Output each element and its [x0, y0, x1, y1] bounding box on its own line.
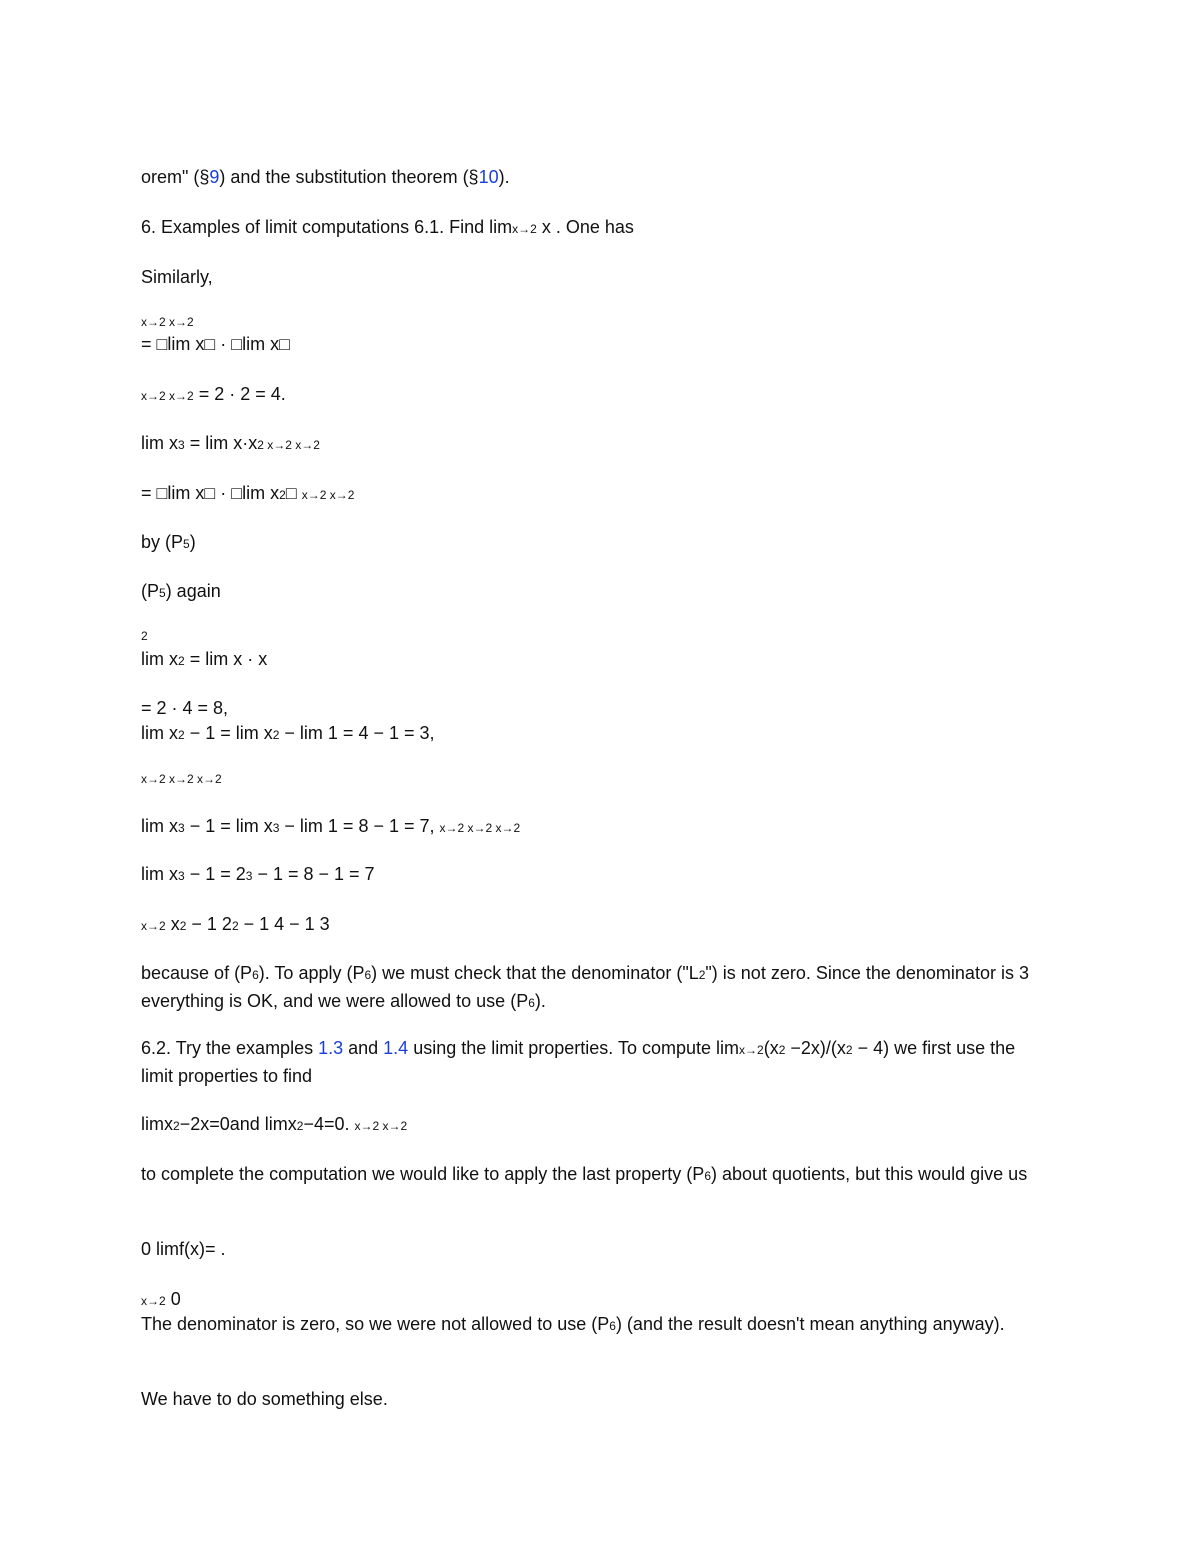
subscript-line	[141, 771, 222, 787]
text-span: lim x	[141, 864, 178, 884]
paragraph-examples	[141, 1035, 1046, 1089]
equation-line	[141, 331, 290, 357]
text-span: ) and the substitution theorem (§	[219, 167, 479, 187]
subscript: 2	[178, 728, 185, 742]
text-span: −2x=0and limx	[179, 1114, 297, 1134]
text-span: 0	[165, 1289, 181, 1309]
subscript: 6	[528, 996, 535, 1010]
equation-line	[141, 480, 354, 508]
text-span: )	[189, 532, 196, 552]
subscript-line	[141, 314, 194, 330]
text-span: x→2 x→2 x→2	[141, 772, 222, 786]
text-span: lim x	[141, 433, 178, 453]
subscript: x→2 x→2	[263, 438, 320, 452]
superscript-line	[141, 628, 148, 644]
subscript: x→2 x→2	[301, 488, 355, 502]
equation-line	[141, 430, 320, 458]
subscript: 3	[178, 438, 185, 452]
text-span: Similarly,	[141, 267, 213, 287]
text-span: = lim x·x	[184, 433, 258, 453]
text-line-closing	[141, 1386, 388, 1412]
subscript: 6	[609, 1319, 616, 1333]
text-span: −2x)/(x	[785, 1038, 846, 1058]
equation-line	[141, 646, 267, 674]
text-line-theorem-refs	[141, 164, 510, 190]
text-span: orem" (§	[141, 167, 210, 187]
subscript: 5	[183, 537, 190, 551]
text-span: x	[165, 914, 180, 934]
subscript: x→2 x→2 x→2	[439, 821, 521, 835]
text-span: ) about quotients, but this would give us	[711, 1164, 1028, 1184]
paragraph-denominator-check	[141, 960, 1046, 1016]
text-span: lim x	[141, 816, 178, 836]
text-span: − 4) we first use the limit properties to find	[141, 1038, 1016, 1086]
subscript: 6	[704, 1169, 711, 1183]
equation-line	[141, 1286, 181, 1314]
subscript: 3	[178, 869, 185, 883]
text-span: − 1 = 8 − 1 = 7	[252, 864, 375, 884]
subscript: 2	[179, 919, 187, 933]
text-span: = 2 · 4 = 8,	[141, 698, 229, 718]
subscript: 6	[252, 968, 259, 982]
text-span: limx	[141, 1114, 173, 1134]
text-span: ).	[498, 167, 510, 187]
text-span: 6. Examples of limit computations 6.1. Find lim	[141, 217, 513, 237]
subscript: x→2 x→2	[141, 389, 194, 403]
text-span: − 1 = lim x	[184, 816, 273, 836]
equation-line	[141, 1111, 407, 1139]
equation-line	[141, 911, 330, 939]
equation-line	[141, 1236, 226, 1262]
section-10-link[interactable]: 10	[478, 167, 499, 187]
subscript: 2	[272, 728, 280, 742]
text-span: − 1 = lim x	[184, 723, 273, 743]
subscript: 2	[257, 438, 264, 452]
subscript: 3	[178, 821, 185, 835]
text-span: and	[343, 1038, 384, 1058]
text-span: 2	[141, 629, 148, 643]
subscript: 6	[364, 968, 372, 982]
text-span: 6.2. Try the examples	[141, 1038, 319, 1058]
text-span: − 1 = 2	[184, 864, 246, 884]
equation-line	[141, 381, 286, 409]
text-span: x→2 x→2	[141, 315, 194, 329]
text-span: lim x	[141, 723, 178, 743]
text-span: We have to do something else.	[141, 1389, 388, 1409]
text-span: = □lim x□ · □lim x	[141, 483, 280, 503]
subscript: 2	[231, 919, 239, 933]
subscript: 2	[296, 1119, 304, 1133]
text-span: − lim 1 = 4 − 1 = 3,	[279, 723, 435, 743]
equation-line	[141, 861, 375, 889]
paragraph-quotient-property	[141, 1161, 1046, 1189]
text-span: lim x	[141, 649, 178, 669]
text-span: ).	[534, 991, 546, 1011]
text-span: = □lim x□ · □lim x□	[141, 334, 290, 354]
subscript: 2	[279, 488, 286, 502]
text-span: − 1 2	[186, 914, 232, 934]
text-span: ) again	[165, 581, 221, 601]
paragraph-zero-denominator	[141, 1311, 1046, 1339]
text-span: by (P	[141, 532, 184, 552]
subscript: 3	[272, 821, 280, 835]
section-9-link[interactable]: 9	[209, 167, 220, 187]
text-span: ") is not zero. Since the denominator is 3 everything is OK, and we were allowed to use (P	[141, 963, 1029, 1011]
subscript: x→2	[141, 919, 166, 933]
subscript: 2	[178, 654, 185, 668]
example-1-3-link[interactable]: 1.3	[318, 1038, 344, 1058]
text-span: = lim x · x	[184, 649, 268, 669]
text-span: ). To apply (P	[258, 963, 365, 983]
text-span: The denominator is zero, so we were not allowed to use (P	[141, 1314, 610, 1334]
subscript: 2	[778, 1043, 786, 1057]
text-span: − lim 1 = 8 − 1 = 7,	[279, 816, 440, 836]
text-line	[141, 578, 221, 606]
subscript: x→2	[739, 1043, 764, 1057]
subscript: 5	[159, 586, 166, 600]
text-span: because of (P	[141, 963, 253, 983]
text-span: ) (and the result doesn't mean anything anyway).	[615, 1314, 1005, 1334]
text-span: using the limit properties. To compute lim	[408, 1038, 740, 1058]
text-span: to complete the computation we would like to apply the last property (P	[141, 1164, 705, 1184]
subscript: 2	[698, 968, 706, 982]
subscript: 3	[245, 869, 253, 883]
subscript: x→2 x→2	[354, 1119, 408, 1133]
subscript: x→2	[141, 1294, 166, 1308]
text-span: (x	[763, 1038, 779, 1058]
equation-line	[141, 720, 435, 748]
equation-line	[141, 813, 520, 841]
text-span: x . One has	[536, 217, 634, 237]
text-span: □	[285, 483, 302, 503]
subscript: 2	[845, 1043, 853, 1057]
example-1-4-link[interactable]: 1.4	[383, 1038, 409, 1058]
text-span: 0 limf(x)= .	[141, 1239, 226, 1259]
text-span: (P	[141, 581, 159, 601]
text-span: − 1 4 − 1 3	[238, 914, 330, 934]
subscript: x→2	[512, 222, 537, 236]
text-span: −4=0.	[303, 1114, 355, 1134]
text-line	[141, 529, 196, 557]
text-span: = 2 · 2 = 4.	[193, 384, 286, 404]
equation-line	[141, 695, 228, 721]
section-heading-line	[141, 214, 634, 242]
text-span: ) we must check that the denominator ("L	[371, 963, 699, 983]
document-page	[141, 0, 1061, 1553]
text-line-similarly	[141, 264, 213, 290]
subscript: 2	[173, 1119, 180, 1133]
